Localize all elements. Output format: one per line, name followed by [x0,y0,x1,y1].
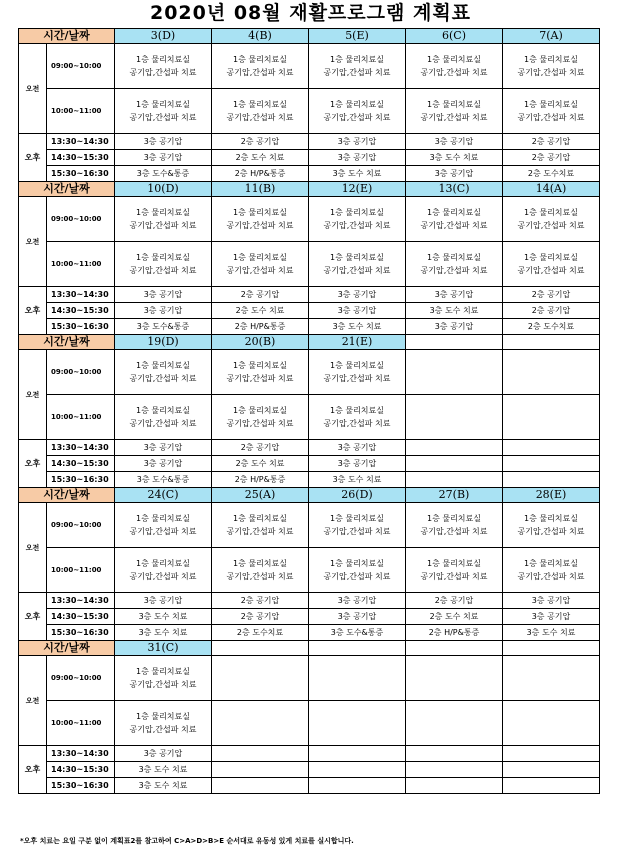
date-cell: 4(B) [212,29,309,44]
pm-class-cell: 3층 도수 치료 [309,472,406,488]
am-class-cell [406,242,503,287]
am-class-cell [212,89,309,134]
am-class-line1: 1층 물리치료실 [135,55,190,64]
am-class-line1: 1층 물리치료실 [135,667,190,676]
am-row [19,503,600,548]
am-class-line1: 1층 물리치료실 [232,253,287,262]
date-cell: 11(B) [212,182,309,197]
pm-class-cell: 2층 공기압 [503,287,600,303]
period-am-label: 오전 [19,656,47,746]
week-header-row [19,29,600,44]
date-cell [406,335,503,350]
am-class-cell [309,548,406,593]
am-class-line2: 공기압,간섭파 치료 [129,374,197,383]
pm-class-cell: 3층 공기압 [503,593,600,609]
pm-row [19,150,600,166]
time-label: 15:30~16:30 [47,166,115,182]
am-class-cell [212,350,309,395]
pm-class-cell: 2층 도수 치료 [212,150,309,166]
am-class-cell [309,350,406,395]
am-class-line2: 공기압,간섭파 치료 [420,68,488,77]
am-row [19,701,600,746]
pm-row [19,472,600,488]
date-cell: 13(C) [406,182,503,197]
pm-class-cell [309,746,406,762]
pm-class-cell: 2층 도수 치료 [212,456,309,472]
pm-class-cell: 3층 도수 치료 [115,778,212,794]
time-label: 09:00~10:00 [47,503,115,548]
date-cell: 14(A) [503,182,600,197]
pm-row [19,778,600,794]
am-class-cell [406,44,503,89]
time-label: 09:00~10:00 [47,656,115,701]
corner-label: 시간/날짜 [19,335,115,350]
page-title: 2020년 08월 재활프로그램 계획표 [149,2,472,24]
pm-class-cell: 3층 도수 치료 [406,303,503,319]
pm-class-cell: 3층 도수 치료 [406,150,503,166]
pm-row [19,456,600,472]
pm-class-cell: 2층 공기압 [212,287,309,303]
am-class-cell [503,503,600,548]
am-class-line2: 공기압,간섭파 치료 [420,572,488,581]
am-class-line1: 1층 물리치료실 [329,55,384,64]
time-label: 15:30~16:30 [47,778,115,794]
period-pm-label: 오후 [19,746,47,794]
date-cell: 26(D) [309,488,406,503]
pm-class-cell [503,440,600,456]
am-class-line2: 공기압,간섭파 치료 [517,113,585,122]
am-class-cell [503,656,600,701]
pm-class-cell: 2층 공기압 [406,593,503,609]
pm-class-cell [212,746,309,762]
am-class-line2: 공기압,간섭파 치료 [323,572,391,581]
pm-class-cell: 3층 도수 치료 [115,609,212,625]
am-class-line2: 공기압,간섭파 치료 [129,68,197,77]
am-class-line2: 공기압,간섭파 치료 [129,419,197,428]
pm-class-cell: 3층 공기압 [406,319,503,335]
am-class-cell [309,44,406,89]
week-header-row [19,182,600,197]
date-cell [503,641,600,656]
am-row [19,395,600,440]
pm-class-cell [406,456,503,472]
pm-class-cell: 3층 공기압 [115,746,212,762]
time-label: 09:00~10:00 [47,197,115,242]
am-class-line1: 1층 물리치료실 [329,361,384,370]
pm-class-cell: 3층 공기압 [309,609,406,625]
am-class-cell [503,350,600,395]
pm-class-cell: 3층 공기압 [503,609,600,625]
pm-class-cell: 3층 공기압 [115,593,212,609]
date-cell: 25(A) [212,488,309,503]
am-class-line2: 공기압,간섭파 치료 [226,572,294,581]
corner-label: 시간/날짜 [19,488,115,503]
pm-class-cell [503,746,600,762]
am-class-cell [115,242,212,287]
am-row [19,656,600,701]
period-pm-label: 오후 [19,287,47,335]
date-cell: 12(E) [309,182,406,197]
time-label: 14:30~15:30 [47,303,115,319]
am-class-cell [212,548,309,593]
am-class-line2: 공기압,간섭파 치료 [517,68,585,77]
am-class-cell [309,242,406,287]
pm-row [19,746,600,762]
pm-class-cell [309,762,406,778]
am-class-cell [503,395,600,440]
pm-class-cell: 2층 도수치료 [503,319,600,335]
corner-label: 시간/날짜 [19,182,115,197]
date-cell: 28(E) [503,488,600,503]
pm-row [19,287,600,303]
am-class-line2: 공기압,간섭파 치료 [226,527,294,536]
am-class-line1: 1층 물리치료실 [135,406,190,415]
am-class-line1: 1층 물리치료실 [232,208,287,217]
period-am-label: 오전 [19,44,47,134]
am-class-line2: 공기압,간섭파 치료 [226,221,294,230]
am-class-line2: 공기압,간섭파 치료 [226,113,294,122]
am-class-cell [406,503,503,548]
am-class-cell [309,701,406,746]
time-label: 14:30~15:30 [47,456,115,472]
date-cell: 19(D) [115,335,212,350]
pm-class-cell: 3층 공기압 [309,134,406,150]
am-class-cell [406,701,503,746]
pm-class-cell [212,778,309,794]
am-class-line1: 1층 물리치료실 [232,361,287,370]
am-class-line2: 공기압,간섭파 치료 [129,527,197,536]
time-label: 14:30~15:30 [47,609,115,625]
period-am-label: 오전 [19,197,47,287]
am-class-line1: 1층 물리치료실 [135,253,190,262]
am-class-line2: 공기압,간섭파 치료 [517,527,585,536]
am-class-line2: 공기압,간섭파 치료 [129,266,197,275]
am-class-cell [212,197,309,242]
am-class-cell [406,656,503,701]
am-class-line2: 공기압,간섭파 치료 [129,725,197,734]
pm-class-cell: 3층 공기압 [309,303,406,319]
pm-class-cell [406,778,503,794]
time-label: 13:30~14:30 [47,593,115,609]
pm-class-cell: 2층 공기압 [503,134,600,150]
date-cell [212,641,309,656]
pm-class-cell [406,472,503,488]
am-class-cell [503,44,600,89]
am-class-cell [115,44,212,89]
am-class-line1: 1층 물리치료실 [426,55,481,64]
period-am-label: 오전 [19,503,47,593]
date-cell: 24(C) [115,488,212,503]
time-label: 14:30~15:30 [47,150,115,166]
date-cell: 5(E) [309,29,406,44]
am-row [19,548,600,593]
date-cell: 21(E) [309,335,406,350]
time-label: 10:00~11:00 [47,395,115,440]
am-class-line1: 1층 물리치료실 [329,406,384,415]
pm-class-cell: 3층 도수 치료 [503,625,600,641]
pm-class-cell [503,472,600,488]
am-class-cell [115,503,212,548]
week-header-row [19,641,600,656]
am-class-cell [406,395,503,440]
am-class-line2: 공기압,간섭파 치료 [323,374,391,383]
am-class-line2: 공기압,간섭파 치료 [323,221,391,230]
pm-class-cell: 2층 H/P&통증 [406,625,503,641]
pm-class-cell: 3층 도수 치료 [115,625,212,641]
am-class-cell [503,89,600,134]
time-label: 10:00~11:00 [47,701,115,746]
am-class-cell [406,548,503,593]
am-class-cell [115,89,212,134]
pm-class-cell: 3층 공기압 [115,456,212,472]
pm-class-cell [503,762,600,778]
am-class-line2: 공기압,간섭파 치료 [226,419,294,428]
pm-class-cell [406,762,503,778]
pm-class-cell: 2층 도수 치료 [406,609,503,625]
footnote: *오후 치료는 요일 구분 없이 계획표2를 참고하여 C>A>D>B>E 순서대로 유동성 있게 치료를 실시합니다. [20,837,354,845]
am-class-cell [115,701,212,746]
am-class-line2: 공기압,간섭파 치료 [129,572,197,581]
pm-class-cell [406,440,503,456]
am-class-line1: 1층 물리치료실 [232,55,287,64]
am-class-line1: 1층 물리치료실 [523,55,578,64]
am-class-line2: 공기압,간섭파 치료 [323,419,391,428]
am-class-line2: 공기압,간섭파 치료 [129,113,197,122]
am-class-line1: 1층 물리치료실 [135,514,190,523]
pm-class-cell: 3층 공기압 [309,287,406,303]
am-class-cell [309,503,406,548]
am-class-cell [406,89,503,134]
pm-class-cell: 2층 공기압 [212,593,309,609]
period-pm-label: 오후 [19,134,47,182]
am-class-cell [503,548,600,593]
pm-row [19,134,600,150]
pm-row [19,166,600,182]
pm-class-cell [503,456,600,472]
am-class-line1: 1층 물리치료실 [135,559,190,568]
pm-row [19,319,600,335]
am-class-line1: 1층 물리치료실 [329,514,384,523]
am-class-cell [406,197,503,242]
am-class-line1: 1층 물리치료실 [135,361,190,370]
time-label: 15:30~16:30 [47,472,115,488]
pm-class-cell: 3층 공기압 [115,150,212,166]
am-class-line2: 공기압,간섭파 치료 [323,68,391,77]
am-class-line1: 1층 물리치료실 [523,514,578,523]
pm-class-cell: 3층 공기압 [309,440,406,456]
am-class-cell [115,656,212,701]
pm-class-cell: 3층 공기압 [406,134,503,150]
period-pm-label: 오후 [19,593,47,641]
pm-row [19,593,600,609]
am-class-line2: 공기압,간섭파 치료 [420,527,488,536]
am-class-line2: 공기압,간섭파 치료 [323,266,391,275]
pm-class-cell: 3층 도수&통증 [309,625,406,641]
date-cell: 27(B) [406,488,503,503]
am-class-line2: 공기압,간섭파 치료 [226,266,294,275]
am-class-cell [406,350,503,395]
am-class-line2: 공기압,간섭파 치료 [420,221,488,230]
am-class-cell [212,503,309,548]
am-class-line1: 1층 물리치료실 [523,208,578,217]
am-class-line1: 1층 물리치료실 [523,559,578,568]
am-class-line1: 1층 물리치료실 [232,406,287,415]
time-label: 09:00~10:00 [47,44,115,89]
date-cell: 3(D) [115,29,212,44]
am-class-line2: 공기압,간섭파 치료 [517,572,585,581]
date-cell: 7(A) [503,29,600,44]
time-label: 13:30~14:30 [47,746,115,762]
pm-class-cell: 3층 도수 치료 [309,319,406,335]
am-class-cell [309,89,406,134]
pm-class-cell: 2층 도수 치료 [212,303,309,319]
pm-class-cell: 2층 H/P&통증 [212,166,309,182]
pm-class-cell: 3층 공기압 [115,440,212,456]
am-class-line1: 1층 물리치료실 [135,208,190,217]
am-class-cell [503,197,600,242]
am-class-line2: 공기압,간섭파 치료 [323,113,391,122]
date-cell: 31(C) [115,641,212,656]
am-row [19,350,600,395]
date-cell: 20(B) [212,335,309,350]
pm-class-cell: 2층 공기압 [503,303,600,319]
am-class-cell [503,242,600,287]
pm-row [19,762,600,778]
time-label: 13:30~14:30 [47,287,115,303]
pm-row [19,440,600,456]
am-class-cell [503,701,600,746]
time-label: 09:00~10:00 [47,350,115,395]
am-class-cell [309,395,406,440]
pm-row [19,303,600,319]
pm-class-cell: 2층 도수치료 [212,625,309,641]
am-class-cell [212,242,309,287]
am-class-line1: 1층 물리치료실 [135,100,190,109]
am-class-line1: 1층 물리치료실 [232,514,287,523]
time-label: 10:00~11:00 [47,242,115,287]
am-class-line1: 1층 물리치료실 [523,253,578,262]
am-class-cell [212,395,309,440]
pm-class-cell [309,778,406,794]
pm-class-cell: 3층 도수 치료 [115,762,212,778]
pm-class-cell: 3층 도수&통증 [115,472,212,488]
am-class-line1: 1층 물리치료실 [232,559,287,568]
date-cell [406,641,503,656]
pm-class-cell: 3층 도수&통증 [115,166,212,182]
time-label: 15:30~16:30 [47,625,115,641]
pm-class-cell: 3층 도수&통증 [115,319,212,335]
am-class-line1: 1층 물리치료실 [329,208,384,217]
am-class-line2: 공기압,간섭파 치료 [129,221,197,230]
time-label: 15:30~16:30 [47,319,115,335]
am-class-cell [115,395,212,440]
am-class-cell [309,197,406,242]
pm-class-cell [503,778,600,794]
am-row [19,242,600,287]
am-class-line2: 공기압,간섭파 치료 [226,68,294,77]
corner-label: 시간/날짜 [19,641,115,656]
am-class-cell [212,656,309,701]
date-cell [503,335,600,350]
schedule-table [18,28,600,794]
am-row [19,89,600,134]
am-class-cell [115,350,212,395]
pm-class-cell: 2층 공기압 [212,134,309,150]
am-class-line1: 1층 물리치료실 [426,100,481,109]
am-class-line2: 공기압,간섭파 치료 [129,680,197,689]
am-class-cell [212,44,309,89]
week-header-row [19,488,600,503]
am-row [19,44,600,89]
am-class-cell [115,197,212,242]
pm-class-cell [212,762,309,778]
pm-class-cell: 2층 공기압 [212,440,309,456]
time-label: 13:30~14:30 [47,134,115,150]
am-class-line2: 공기압,간섭파 치료 [323,527,391,536]
corner-label: 시간/날짜 [19,29,115,44]
pm-class-cell: 3층 공기압 [115,287,212,303]
am-class-line1: 1층 물리치료실 [523,100,578,109]
pm-class-cell: 2층 공기압 [503,150,600,166]
am-class-line1: 1층 물리치료실 [426,208,481,217]
am-class-cell [212,701,309,746]
am-class-line2: 공기압,간섭파 치료 [420,266,488,275]
am-row [19,197,600,242]
am-class-cell [309,656,406,701]
time-label: 10:00~11:00 [47,89,115,134]
pm-class-cell: 3층 공기압 [115,303,212,319]
time-label: 10:00~11:00 [47,548,115,593]
pm-class-cell: 3층 공기압 [406,166,503,182]
time-label: 13:30~14:30 [47,440,115,456]
am-class-line1: 1층 물리치료실 [329,100,384,109]
am-class-line1: 1층 물리치료실 [426,514,481,523]
pm-class-cell: 2층 H/P&통증 [212,319,309,335]
pm-class-cell: 3층 공기압 [309,456,406,472]
pm-row [19,625,600,641]
am-class-line2: 공기압,간섭파 치료 [517,221,585,230]
pm-class-cell: 3층 공기압 [406,287,503,303]
am-class-line2: 공기압,간섭파 치료 [226,374,294,383]
am-class-line1: 1층 물리치료실 [329,253,384,262]
am-class-line1: 1층 물리치료실 [232,100,287,109]
am-class-line1: 1층 물리치료실 [135,712,190,721]
week-header-row [19,335,600,350]
period-am-label: 오전 [19,350,47,440]
am-class-line2: 공기압,간섭파 치료 [517,266,585,275]
pm-class-cell [406,746,503,762]
date-cell: 10(D) [115,182,212,197]
period-pm-label: 오후 [19,440,47,488]
am-class-line2: 공기압,간섭파 치료 [420,113,488,122]
am-class-line1: 1층 물리치료실 [329,559,384,568]
pm-class-cell: 3층 도수 치료 [309,166,406,182]
pm-class-cell: 2층 공기압 [212,609,309,625]
date-cell [309,641,406,656]
pm-class-cell: 3층 공기압 [309,150,406,166]
time-label: 14:30~15:30 [47,762,115,778]
date-cell: 6(C) [406,29,503,44]
pm-class-cell: 2층 H/P&통증 [212,472,309,488]
am-class-line1: 1층 물리치료실 [426,559,481,568]
pm-class-cell: 3층 공기압 [309,593,406,609]
pm-row [19,609,600,625]
pm-class-cell: 2층 도수치료 [503,166,600,182]
am-class-cell [115,548,212,593]
pm-class-cell: 3층 공기압 [115,134,212,150]
am-class-line1: 1층 물리치료실 [426,253,481,262]
